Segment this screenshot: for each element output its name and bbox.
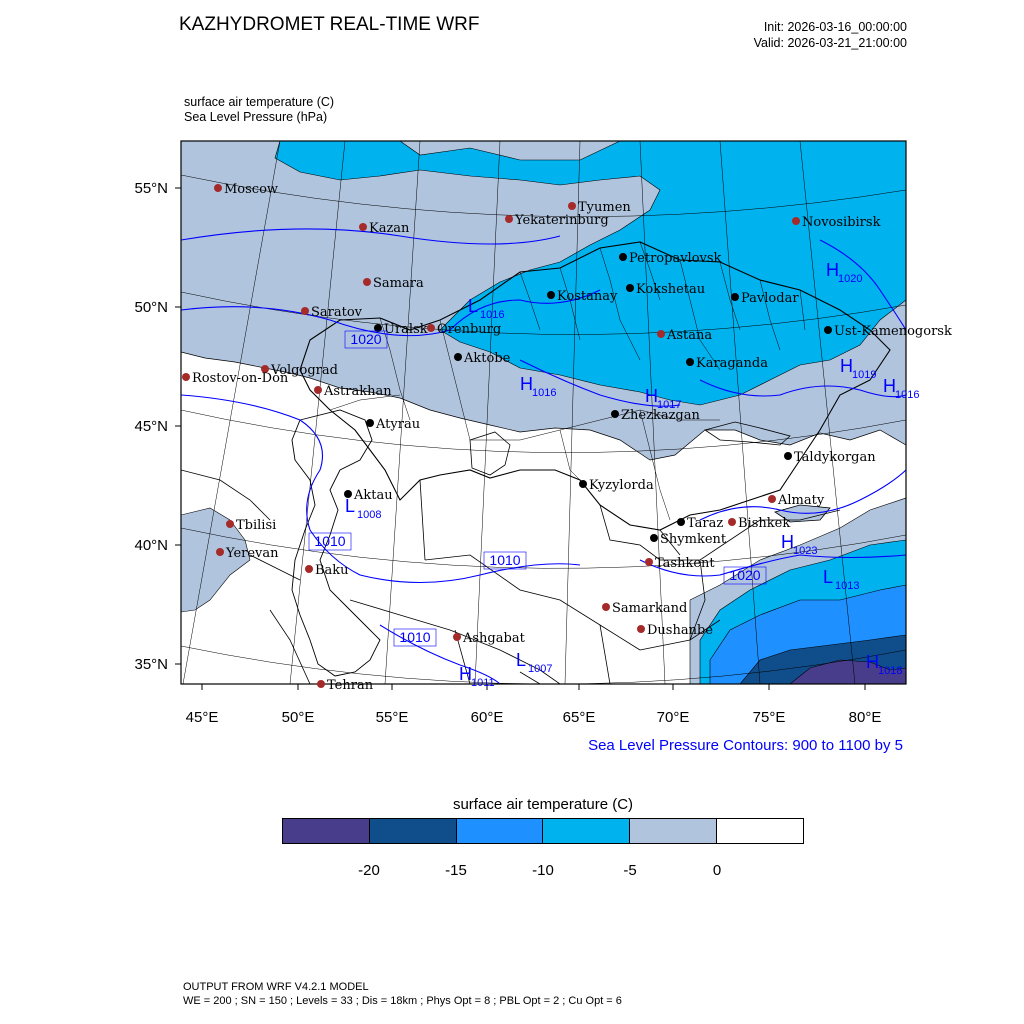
longitude-label: 80°E — [848, 709, 882, 726]
city-label: Ashgabat — [463, 631, 525, 646]
city-dot — [359, 223, 367, 231]
pressure-center-value: 1007 — [528, 663, 553, 675]
city-label: Rostov-on-Don — [192, 371, 289, 386]
latitude-label: 45°N — [134, 418, 168, 435]
city-label: Dushanbe — [647, 623, 713, 638]
init-time: Init: 2026-03-16_00:00:00 — [763, 20, 907, 34]
colorbar-bin — [543, 819, 630, 843]
city-label: Zhezkazgan — [621, 408, 700, 423]
city-label: Tashkent — [655, 556, 715, 571]
city-dot — [728, 518, 736, 526]
pressure-center-letter: H — [781, 532, 794, 552]
valid-time: Valid: 2026-03-21_21:00:00 — [753, 36, 907, 50]
pressure-center-letter: L — [823, 567, 834, 587]
city-dot — [784, 452, 792, 460]
city-label: Moscow — [224, 182, 279, 197]
pressure-center-letter: H — [840, 356, 853, 376]
city-dot — [602, 603, 610, 611]
field-primary-label: surface air temperature (C) — [184, 95, 335, 109]
pressure-center-letter: L — [345, 496, 356, 516]
city-dot — [182, 373, 190, 381]
contour-label: 1010 — [314, 533, 346, 549]
city-dot — [626, 284, 634, 292]
city-dot — [226, 520, 234, 528]
colorbar-label: -15 — [445, 862, 467, 879]
city-dot — [619, 253, 627, 261]
colorbar-bin — [283, 819, 370, 843]
contour-label: 1010 — [489, 552, 521, 568]
pressure-center-value: 1008 — [357, 509, 382, 521]
pressure-center-letter: H — [520, 374, 533, 394]
latitude-label: 50°N — [134, 299, 168, 316]
colorbar-label: -20 — [358, 862, 380, 879]
city-label: Aktau — [354, 488, 393, 503]
pressure-center-value: 1019 — [852, 369, 877, 381]
pressure-center-value: 1020 — [838, 273, 863, 285]
pressure-center-letter: H — [826, 260, 839, 280]
city-dot — [454, 353, 462, 361]
city-label: Tyumen — [578, 200, 631, 215]
city-label: Volgograd — [271, 363, 338, 378]
longitude-label: 70°E — [656, 709, 690, 726]
city-dot — [216, 548, 224, 556]
city-label: Samara — [373, 276, 424, 291]
city-label: Yerevan — [226, 546, 279, 561]
pressure-center-value: 1023 — [793, 545, 818, 557]
contour-label: 1010 — [399, 629, 431, 645]
city-label: Kostanay — [557, 289, 618, 304]
city-dot — [314, 386, 322, 394]
contour-label: 1020 — [350, 331, 382, 347]
city-dot — [611, 410, 619, 418]
longitude-label: 55°E — [375, 709, 409, 726]
city-dot — [317, 680, 325, 688]
city-label: Taldykorgan — [794, 450, 876, 465]
pressure-center-letter: H — [883, 376, 896, 396]
city-dot — [363, 278, 371, 286]
city-label: Kazan — [369, 221, 410, 236]
pressure-center-value: 1018 — [878, 665, 903, 677]
city-label: Saratov — [311, 305, 363, 320]
city-label: Baku — [315, 563, 349, 578]
city-label: Kyzylorda — [589, 478, 654, 493]
pressure-center-value: 1016 — [895, 389, 920, 401]
chart-title: KAZHYDROMET REAL-TIME WRF — [179, 14, 480, 35]
pressure-center-letter: L — [516, 650, 527, 670]
city-dot — [645, 558, 653, 566]
city-dot — [453, 633, 461, 641]
city-label: Kokshetau — [636, 282, 706, 297]
colorbar-title: surface air temperature (C) — [452, 796, 634, 813]
city-label: Aktobe — [464, 351, 511, 366]
contour-label: 1020 — [729, 567, 761, 583]
city-dot — [677, 518, 685, 526]
colorbar-bin — [457, 819, 544, 843]
colorbar-label: -10 — [532, 862, 554, 879]
city-label: Tehran — [327, 678, 374, 693]
longitude-label: 60°E — [470, 709, 504, 726]
city-label: Ust-Kamenogorsk — [834, 324, 952, 339]
city-label: Atyrau — [376, 417, 421, 432]
city-dot — [824, 326, 832, 334]
longitude-labels — [186, 709, 882, 726]
field-secondary-label: Sea Level Pressure (hPa) — [184, 110, 328, 124]
city-label: Astana — [667, 328, 713, 343]
city-dot — [731, 293, 739, 301]
latitude-label: 55°N — [134, 180, 168, 197]
city-label: Petropavlovsk — [629, 251, 722, 266]
pressure-center-letter: H — [645, 386, 658, 406]
longitude-label: 50°E — [281, 709, 315, 726]
colorbar-label: -5 — [623, 862, 637, 879]
pressure-center-value: 1016 — [480, 309, 505, 321]
city-dot — [568, 202, 576, 210]
colorbar-bin — [370, 819, 457, 843]
pressure-center-letter: H — [459, 664, 472, 684]
city-dot — [657, 330, 665, 338]
city-label: Pavlodar — [741, 291, 799, 306]
city-dot — [768, 495, 776, 503]
city-dot — [650, 534, 658, 542]
city-dot — [792, 217, 800, 225]
city-dot — [547, 291, 555, 299]
longitude-label: 45°E — [185, 709, 219, 726]
city-label: Yekaterinburg — [515, 213, 609, 228]
longitude-label: 75°E — [752, 709, 786, 726]
city-dot — [637, 625, 645, 633]
city-dot — [505, 215, 513, 223]
footer-params-line: WE = 200 ; SN = 150 ; Levels = 33 ; Dis = 18km ; Phys Opt = 8 ; PBL Opt = 2 ; Cu Opt = 6 — [183, 995, 622, 1007]
city-label: Orenburg — [437, 322, 502, 337]
city-dot — [579, 480, 587, 488]
city-dot — [214, 184, 222, 192]
city-dot — [305, 565, 313, 573]
city-label: Karaganda — [696, 356, 768, 371]
colorbar-bin — [717, 819, 803, 843]
longitude-label: 65°E — [562, 709, 596, 726]
pressure-center-value: 1016 — [532, 387, 557, 399]
city-label: Uralsk — [384, 322, 428, 337]
city-dot — [427, 324, 435, 332]
city-label: Tbilisi — [236, 518, 277, 533]
colorbar-label: 0 — [712, 862, 722, 879]
pressure-center-value: 1017 — [657, 399, 682, 411]
city-label: Astrakhan — [324, 384, 392, 399]
city-label: Novosibirsk — [802, 215, 881, 230]
city-label: Bishkek — [738, 516, 791, 531]
slp-contour-note: Sea Level Pressure Contours: 900 to 1100 by 5 — [588, 737, 903, 754]
city-label: Samarkand — [612, 601, 688, 616]
latitude-label: 40°N — [134, 537, 168, 554]
city-label: Taraz — [687, 516, 724, 531]
pressure-center-letter: H — [866, 652, 879, 672]
pressure-center-value: 1011 — [471, 677, 495, 689]
city-dot — [366, 419, 374, 427]
pressure-center-letter: L — [468, 296, 479, 316]
city-label: Almaty — [778, 493, 825, 508]
footer-model-line: OUTPUT FROM WRF V4.2.1 MODEL — [183, 981, 369, 993]
city-dot — [686, 358, 694, 366]
city-dot — [301, 307, 309, 315]
colorbar — [282, 818, 804, 844]
city-label: Shymkent — [660, 532, 727, 547]
colorbar-bin — [630, 819, 717, 843]
latitude-label: 35°N — [134, 656, 168, 673]
pressure-center-value: 1013 — [835, 580, 860, 592]
latitude-labels — [134, 180, 168, 673]
